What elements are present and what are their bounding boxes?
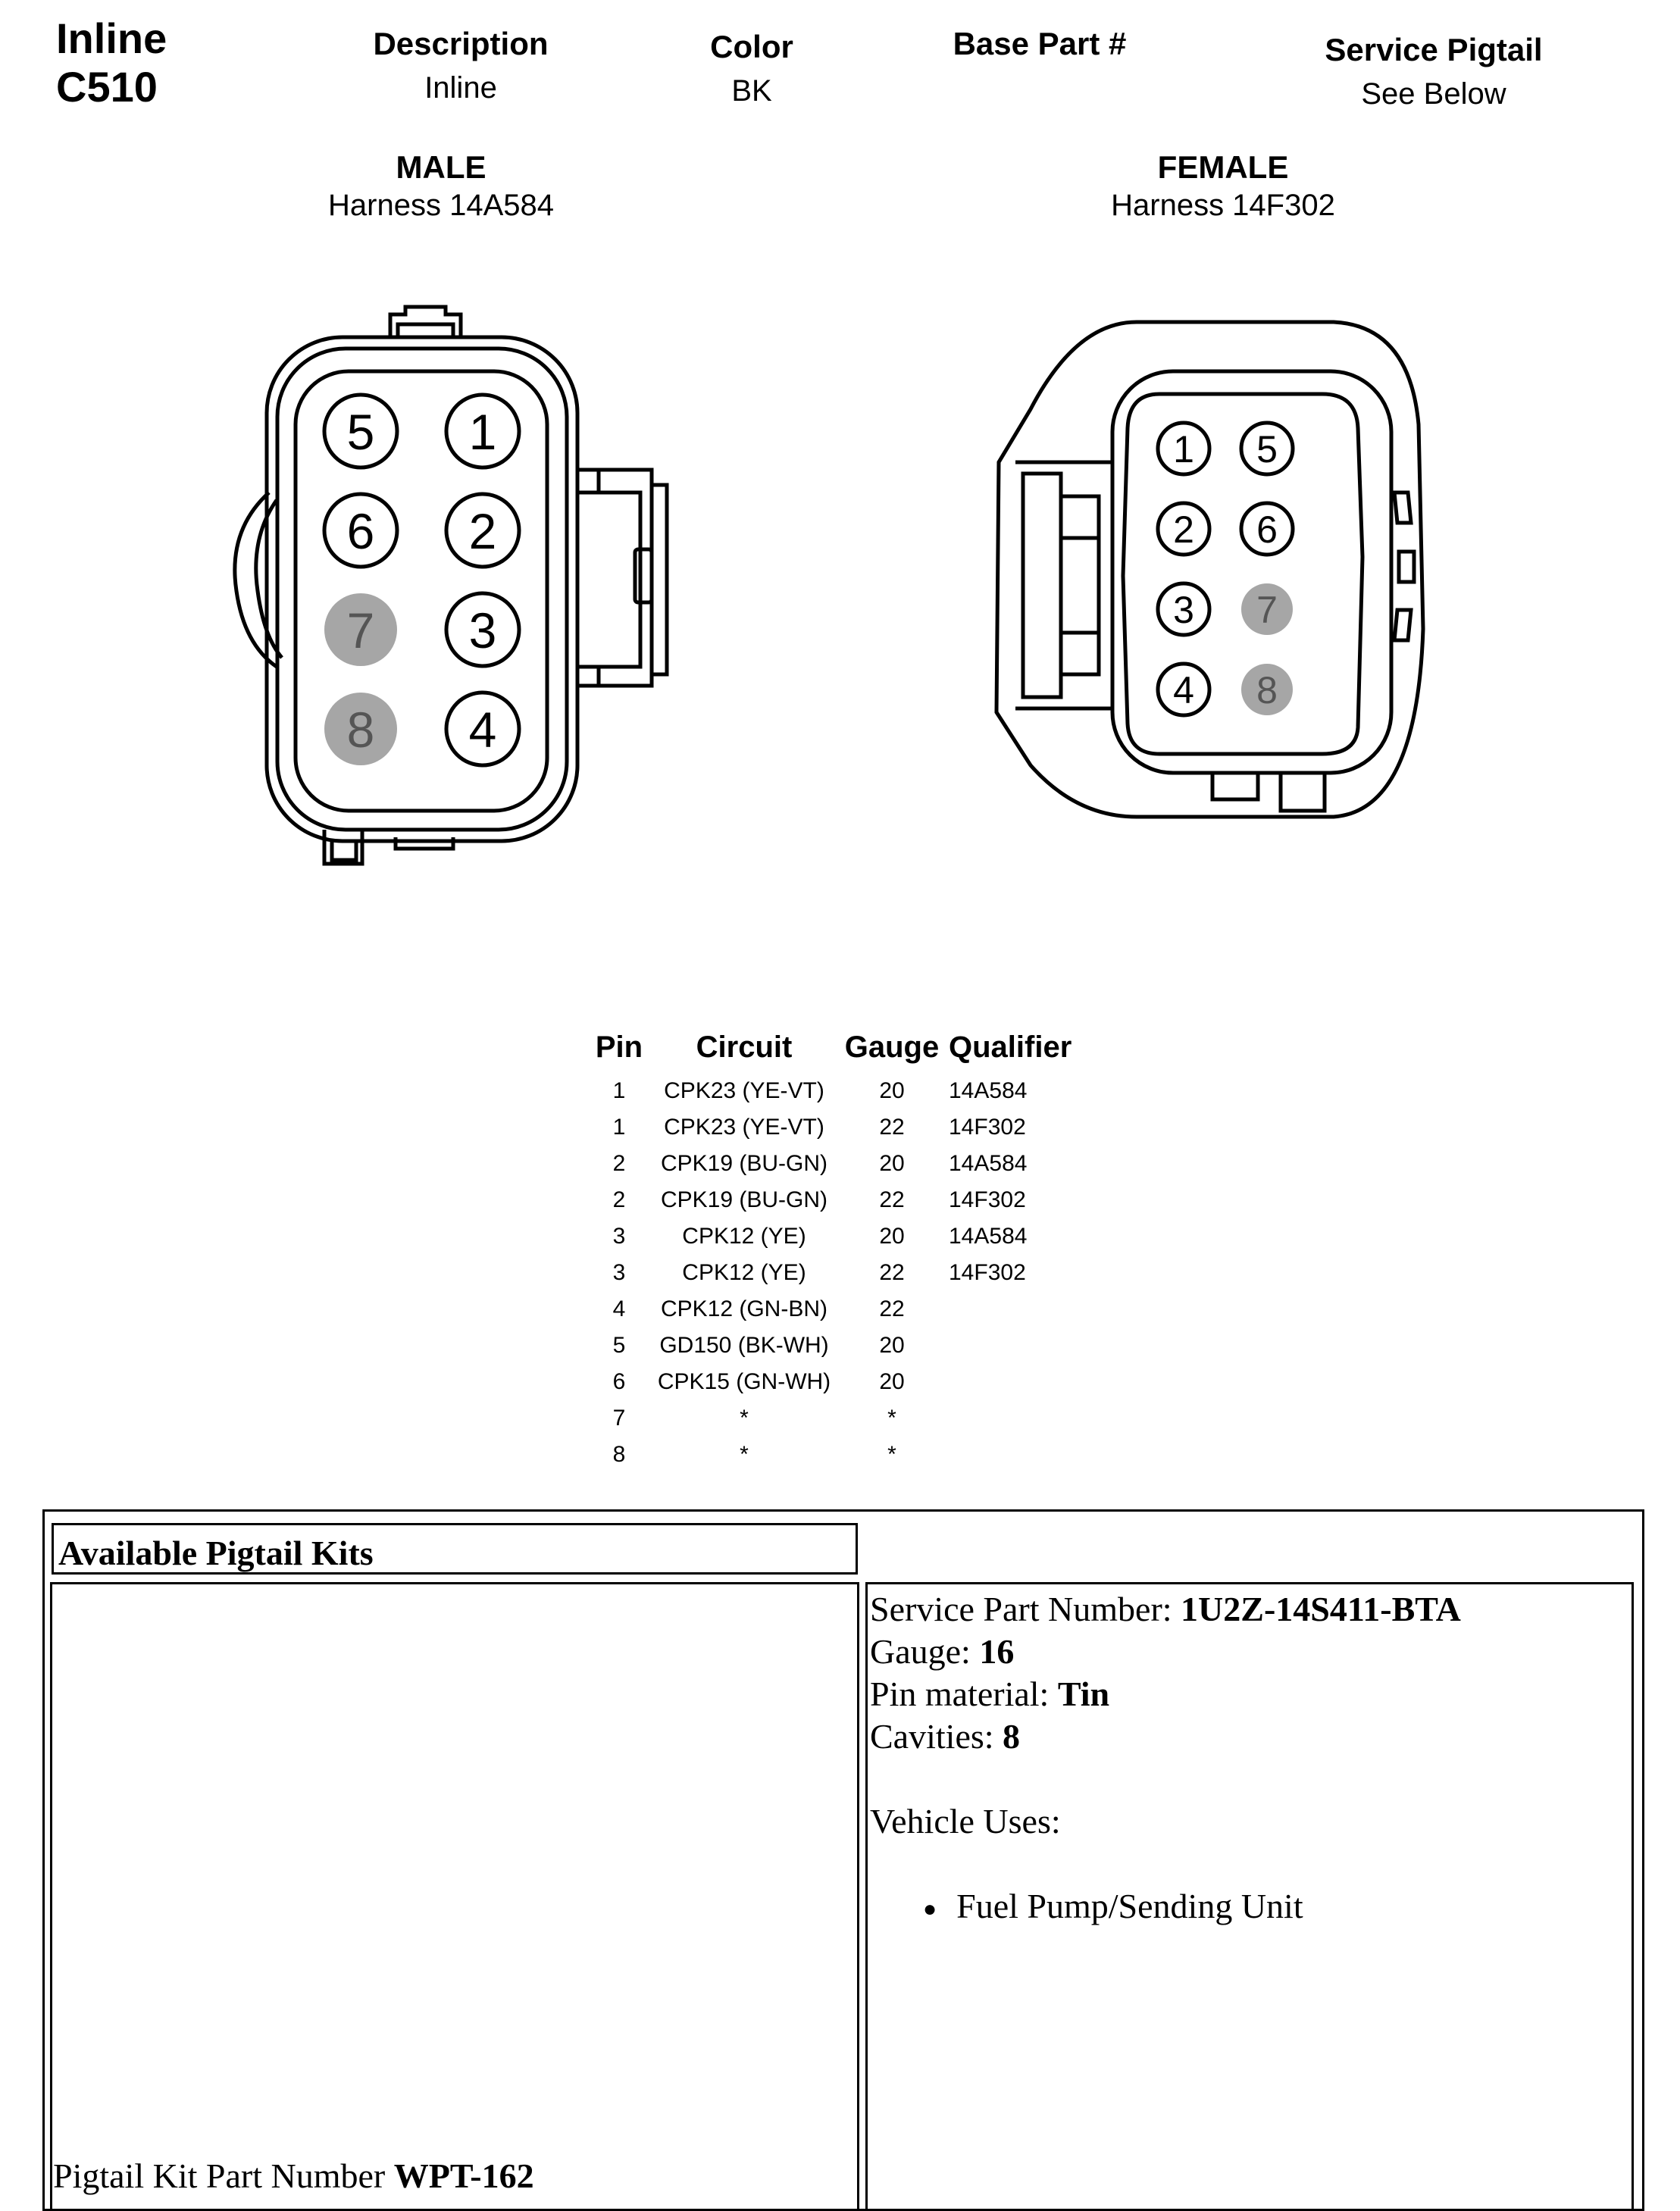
vehicle-use-list-item	[870, 1885, 1461, 1931]
gauge-label: Gauge:	[870, 1632, 980, 1671]
table-row	[585, 1073, 1085, 1109]
cell-gauge: 20	[879, 1333, 905, 1358]
cell-qualifier: 14F302	[949, 1115, 1026, 1140]
cell-circuit: CPK19 (BU-GN)	[660, 1151, 828, 1176]
cavities-value: 8	[1003, 1717, 1021, 1756]
cell-pin: 1	[612, 1078, 626, 1103]
cell-qualifier: 14A584	[949, 1078, 1028, 1103]
color-value: BK	[731, 74, 772, 108]
service-pigtail-label: Service Pigtail	[1325, 32, 1543, 67]
cavities-label: Cavities:	[870, 1717, 1003, 1756]
female-connector-housing	[996, 322, 1423, 817]
pigtail-kit-part	[53, 2156, 534, 2196]
pin-table-body	[585, 1073, 1085, 1473]
cell-pin: 2	[612, 1151, 626, 1176]
cell-gauge: 20	[879, 1151, 905, 1176]
cell-qualifier	[949, 1400, 1085, 1437]
description-value: Inline	[424, 71, 497, 105]
male-connector-diagram	[220, 292, 705, 883]
female-connector-diagram	[978, 303, 1447, 841]
female-connector-label	[958, 149, 1488, 224]
table-row	[585, 1255, 1085, 1291]
cell-circuit: CPK12 (YE)	[682, 1224, 806, 1249]
table-row	[585, 1400, 1085, 1437]
cell-pin: 3	[612, 1224, 626, 1249]
pin-number-3: 3	[1173, 589, 1194, 631]
table-row	[585, 1364, 1085, 1400]
pin-number-1: 1	[1173, 428, 1194, 471]
cell-circuit: *	[740, 1406, 749, 1431]
table-row	[585, 1109, 1085, 1146]
cell-pin: 5	[612, 1333, 626, 1358]
pin-material-line	[870, 1673, 1461, 1715]
vehicle-use-text: Fuel Pump/Sending Unit	[956, 1887, 1303, 1925]
gauge-line	[870, 1631, 1461, 1673]
pin-material-value: Tin	[1057, 1675, 1110, 1713]
kit-part-value: WPT-162	[393, 2156, 534, 2195]
cell-circuit: GD150 (BK-WH)	[659, 1333, 829, 1358]
male-gender-label: MALE	[396, 149, 486, 185]
table-header-row	[585, 1027, 1085, 1073]
pin-number-2: 2	[1173, 508, 1194, 551]
cell-gauge: 20	[879, 1078, 905, 1103]
female-gender-label: FEMALE	[1157, 149, 1289, 185]
cell-qualifier: 14A584	[949, 1151, 1028, 1176]
vehicle-uses-label: Vehicle Uses:	[870, 1802, 1061, 1840]
male-harness-label: Harness 14A584	[328, 189, 554, 222]
cavities-line	[870, 1715, 1461, 1758]
header-pin: Pin	[595, 1030, 643, 1064]
service-pigtail-value: See Below	[1361, 77, 1506, 111]
pin-number-4: 4	[1173, 669, 1194, 711]
pin-number-5: 5	[1256, 428, 1278, 471]
table-row	[585, 1182, 1085, 1218]
pigtail-details	[870, 1588, 1461, 1931]
pin-number-2: 2	[468, 502, 497, 559]
connector-type-title: Inline	[56, 14, 167, 62]
cell-circuit: *	[740, 1442, 749, 1467]
pin-number-5: 5	[346, 403, 375, 460]
cell-gauge: 22	[879, 1260, 905, 1285]
header-gauge: Gauge	[844, 1030, 940, 1064]
pin-number-7: 7	[1256, 589, 1278, 631]
cell-pin: 4	[612, 1296, 626, 1321]
cell-circuit: CPK12 (GN-BN)	[660, 1296, 828, 1321]
cell-circuit: CPK15 (GN-WH)	[657, 1369, 831, 1394]
description-label: Description	[373, 26, 549, 61]
female-harness-label: Harness 14F302	[1111, 189, 1335, 222]
cell-circuit: CPK19 (BU-GN)	[660, 1187, 828, 1212]
pin-number-8: 8	[1256, 669, 1278, 711]
table-row	[585, 1437, 1085, 1473]
bullet-icon: ●	[923, 1897, 937, 1922]
connector-id-title: C510	[56, 63, 158, 111]
cell-gauge: *	[887, 1406, 896, 1431]
cell-qualifier	[949, 1328, 1085, 1364]
pin-material-label: Pin material:	[870, 1675, 1058, 1713]
cell-circuit: CPK12 (YE)	[682, 1260, 806, 1285]
cell-pin: 7	[612, 1406, 626, 1431]
gauge-value: 16	[979, 1632, 1015, 1671]
header-qualifier: Qualifier	[949, 1030, 1072, 1064]
pin-number-8: 8	[346, 701, 375, 758]
cell-qualifier: 14A584	[949, 1224, 1028, 1249]
pin-number-6: 6	[1256, 508, 1278, 551]
pigtail-image-cell	[50, 1582, 859, 2211]
cell-qualifier	[949, 1437, 1085, 1473]
male-pin-grid	[324, 395, 519, 765]
cell-gauge: 22	[879, 1187, 905, 1212]
cell-qualifier	[949, 1291, 1085, 1328]
pin-number-4: 4	[468, 701, 497, 758]
header-circuit: Circuit	[696, 1030, 793, 1064]
pin-number-7: 7	[346, 602, 375, 658]
table-row	[585, 1328, 1085, 1364]
cell-pin: 3	[612, 1260, 626, 1285]
pin-number-1: 1	[468, 403, 497, 460]
service-part-line	[870, 1588, 1461, 1631]
cell-pin: 1	[612, 1115, 626, 1140]
table-row	[585, 1146, 1085, 1182]
cell-circuit: CPK23 (YE-VT)	[664, 1115, 824, 1140]
cell-gauge: *	[887, 1442, 896, 1467]
cell-pin: 2	[612, 1187, 626, 1212]
pin-circuit-table	[585, 1027, 1085, 1473]
cell-pin: 6	[612, 1369, 626, 1394]
cell-qualifier	[949, 1364, 1085, 1400]
cell-gauge: 20	[879, 1369, 905, 1394]
cell-gauge: 22	[879, 1296, 905, 1321]
table-row	[585, 1291, 1085, 1328]
base-part-label: Base Part #	[953, 26, 1127, 61]
service-part-value: 1U2Z-14S411-BTA	[1181, 1590, 1461, 1628]
male-connector-label	[176, 149, 706, 224]
table-row	[585, 1218, 1085, 1255]
color-label: Color	[710, 29, 793, 64]
cell-qualifier: 14F302	[949, 1187, 1026, 1212]
cell-circuit: CPK23 (YE-VT)	[664, 1078, 824, 1103]
pin-number-3: 3	[468, 602, 497, 658]
cell-qualifier: 14F302	[949, 1260, 1026, 1285]
service-part-label: Service Part Number:	[870, 1590, 1181, 1628]
female-pin-grid	[1158, 423, 1293, 715]
male-connector-housing	[235, 307, 667, 864]
cell-gauge: 22	[879, 1115, 905, 1140]
cell-pin: 8	[612, 1442, 626, 1467]
pigtail-kits-heading: Available Pigtail Kits	[52, 1523, 858, 1575]
cell-gauge: 20	[879, 1224, 905, 1249]
pin-number-6: 6	[346, 502, 375, 559]
kit-part-label: Pigtail Kit Part Number	[53, 2156, 394, 2195]
